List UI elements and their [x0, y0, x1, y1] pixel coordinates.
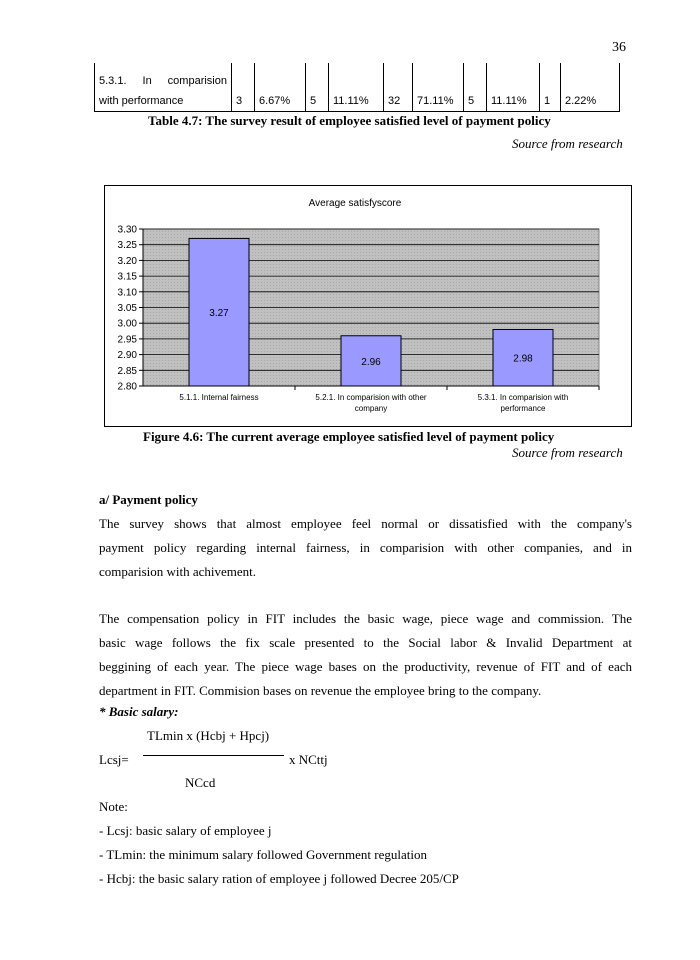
bar-value-label: 2.98 [513, 353, 533, 365]
criterion-line-1: 5.3.1. In comparision [99, 75, 227, 87]
table-cell: 11.11% [329, 63, 384, 112]
fraction-bar [143, 755, 284, 756]
chart-title: Average satisfyscore [308, 198, 402, 209]
criterion-line-2: with performance [99, 95, 184, 107]
y-tick-label: 2.90 [117, 350, 137, 362]
y-tick-label: 3.30 [117, 224, 137, 236]
note-item: - Lcsj: basic salary of employee j [99, 823, 272, 838]
figure-source: Source from research [512, 445, 623, 460]
table-cell: 6.67% [255, 63, 306, 112]
paragraph-line: The survey shows that almost employee feel normal or dissatisfied with the company's [99, 516, 632, 531]
table-source: Source from research [512, 136, 623, 151]
paragraph-line: payment policy regarding internal fairness, in comparision with other companies, and in [99, 540, 632, 555]
table-cell: 2.22% [561, 63, 620, 112]
table-cell: 11.11% [487, 63, 540, 112]
paragraph-line: comparision with achivement. [99, 564, 257, 579]
note-label: Note: [99, 799, 128, 814]
table-cell-criterion [95, 63, 232, 112]
page-number: 36 [612, 40, 626, 55]
x-tick-label: performance [500, 404, 546, 413]
bar-value-label: 3.27 [209, 308, 229, 320]
y-tick-label: 3.10 [117, 287, 137, 299]
y-tick-label: 3.00 [117, 318, 137, 330]
y-tick-label: 3.25 [117, 240, 137, 252]
x-tick-label: 5.2.1. In comparision with other [315, 393, 427, 402]
paragraph-line: beggining of each year. The piece wage bases on the productivity, revenue of FIT and of each [99, 659, 632, 674]
formula-denominator: NCcd [185, 775, 216, 790]
note-item: - Hcbj: the basic salary ration of employee j followed Decree 205/CP [99, 871, 459, 886]
x-tick-label: company [354, 404, 388, 413]
table-caption: Table 4.7: The survey result of employee satisfied level of payment policy [148, 113, 551, 128]
table-cell: 5 [464, 63, 487, 112]
y-tick-label: 2.80 [117, 381, 137, 393]
table-cell: 32 [384, 63, 413, 112]
y-tick-label: 3.05 [117, 303, 137, 314]
bar-value-label: 2.96 [361, 356, 381, 368]
formula-lhs: Lcsj= [99, 752, 129, 767]
chart-svg [105, 186, 631, 426]
paragraph-line: basic wage follows the fix scale presented to the Social labor & Invalid Department at [99, 635, 632, 650]
table-cell: 71.11% [413, 63, 464, 112]
section-heading: a/ Payment policy [99, 492, 198, 507]
y-tick-label: 3.15 [117, 271, 137, 283]
basic-salary-heading: * Basic salary: [99, 704, 179, 719]
y-tick-label: 3.20 [117, 255, 137, 267]
figure-caption: Figure 4.6: The current average employee satisfied level of payment policy [143, 429, 555, 444]
table-cell: 5 [306, 63, 329, 112]
survey-table [94, 63, 620, 112]
paragraph-line: department in FIT. Commision bases on revenue the employee bring to the company. [99, 683, 542, 698]
formula-multiplier: x NCttj [289, 752, 328, 767]
y-tick-label: 2.95 [117, 334, 137, 346]
table-row [95, 63, 620, 112]
x-tick-label: 5.3.1. In comparision with [477, 393, 569, 402]
note-item: - TLmin: the minimum salary followed Government regulation [99, 847, 427, 862]
paragraph-line: The compensation policy in FIT includes the basic wage, piece wage and commission. The [99, 611, 632, 626]
y-tick-label: 2.85 [117, 365, 137, 377]
paragraph-1 [99, 512, 632, 584]
table-cell: 1 [540, 63, 561, 112]
x-tick-label: 5.1.1. Internal fairness [179, 393, 259, 402]
bar-chart [104, 185, 632, 427]
table-cell: 3 [232, 63, 255, 112]
formula-numerator: TLmin x (Hcbj + Hpcj) [147, 728, 270, 743]
paragraph-2 [99, 607, 632, 703]
